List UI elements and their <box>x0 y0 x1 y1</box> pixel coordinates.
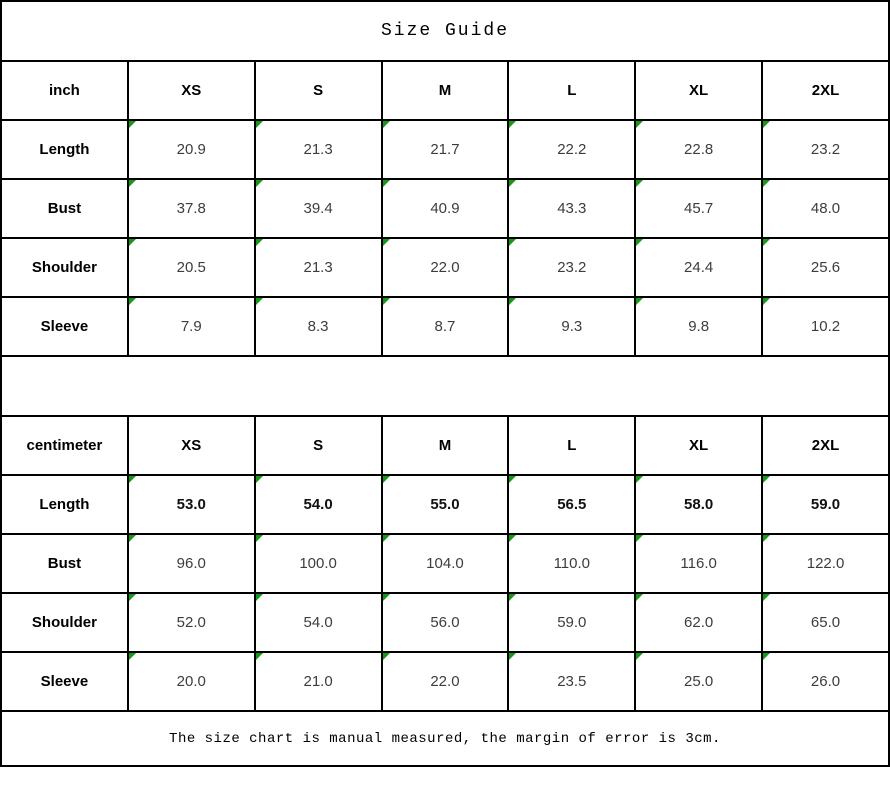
size-cell <box>128 238 255 297</box>
size-cell <box>508 475 635 534</box>
col-header-l: L <box>508 416 635 475</box>
col-header-xl: XL <box>635 416 762 475</box>
size-cell <box>128 297 255 356</box>
size-cell <box>762 652 889 711</box>
size-cell <box>255 593 382 652</box>
corner-flag-icon <box>509 298 516 305</box>
corner-flag-icon <box>509 594 516 601</box>
title-row <box>1 1 889 61</box>
corner-flag-icon <box>763 239 770 246</box>
corner-flag-icon <box>129 180 136 187</box>
col-header-xl: XL <box>635 61 762 120</box>
cell-value: 37.8 <box>176 200 206 217</box>
corner-flag-icon <box>256 535 263 542</box>
cm-header-row <box>1 416 889 475</box>
row-label-length: Length <box>1 475 128 534</box>
cell-value: 59.0 <box>557 614 587 631</box>
spacer-cell <box>1 356 889 416</box>
cell-value: 116.0 <box>680 555 717 572</box>
size-cell <box>635 475 762 534</box>
corner-flag-icon <box>129 121 136 128</box>
col-header-s: S <box>255 416 382 475</box>
corner-flag-icon <box>509 653 516 660</box>
corner-flag-icon <box>509 121 516 128</box>
cell-value: 40.9 <box>430 200 460 217</box>
corner-flag-icon <box>636 298 643 305</box>
cell-value: 21.7 <box>430 141 460 158</box>
cell-value: 9.3 <box>561 318 583 335</box>
cell-value: 21.3 <box>303 141 333 158</box>
size-cell <box>635 593 762 652</box>
size-cell <box>128 475 255 534</box>
size-cell <box>762 179 889 238</box>
col-header-l: L <box>508 61 635 120</box>
corner-flag-icon <box>763 535 770 542</box>
inch-bust-row <box>1 179 889 238</box>
cell-value: 10.2 <box>810 318 841 335</box>
corner-flag-icon <box>383 121 390 128</box>
size-cell <box>255 475 382 534</box>
cell-value: 45.7 <box>684 200 714 217</box>
col-header-xs: XS <box>128 416 255 475</box>
size-cell <box>128 534 255 593</box>
cell-value: 48.0 <box>810 200 841 217</box>
corner-flag-icon <box>636 121 643 128</box>
corner-flag-icon <box>636 535 643 542</box>
size-cell <box>382 297 509 356</box>
size-cell <box>382 652 509 711</box>
size-cell <box>762 534 889 593</box>
corner-flag-icon <box>636 594 643 601</box>
corner-flag-icon <box>509 180 516 187</box>
cell-value: 8.3 <box>307 318 329 335</box>
cell-value: 65.0 <box>810 614 841 631</box>
size-cell <box>382 120 509 179</box>
size-cell <box>128 652 255 711</box>
cell-value: 25.0 <box>684 673 714 690</box>
cell-value: 110.0 <box>553 555 591 572</box>
cm-shoulder-row <box>1 593 889 652</box>
spacer-row <box>1 356 889 416</box>
cell-value: 96.0 <box>176 555 206 572</box>
corner-flag-icon <box>763 594 770 601</box>
corner-flag-icon <box>129 653 136 660</box>
row-label-shoulder: Shoulder <box>1 238 128 297</box>
cell-value: 22.0 <box>430 673 460 690</box>
cell-value: 52.0 <box>176 614 206 631</box>
inch-header-row <box>1 61 889 120</box>
size-cell <box>635 297 762 356</box>
cm-length-row <box>1 475 889 534</box>
size-cell <box>762 120 889 179</box>
size-cell <box>382 593 509 652</box>
corner-flag-icon <box>256 476 263 483</box>
cell-value: 26.0 <box>810 673 841 690</box>
cell-value: 22.8 <box>684 141 714 158</box>
cell-value: 43.3 <box>557 200 587 217</box>
cell-value: 20.9 <box>176 141 206 158</box>
size-cell <box>382 179 509 238</box>
cm-sleeve-row <box>1 652 889 711</box>
size-cell <box>382 534 509 593</box>
corner-flag-icon <box>129 535 136 542</box>
footer-note: The size chart is manual measured, the margin of error is 3cm. <box>1 711 889 766</box>
cell-value: 59.0 <box>810 496 841 513</box>
size-cell <box>508 652 635 711</box>
corner-flag-icon <box>763 298 770 305</box>
size-cell <box>508 238 635 297</box>
cell-value: 21.0 <box>303 673 333 690</box>
cell-value: 122.0 <box>806 555 845 572</box>
corner-flag-icon <box>763 180 770 187</box>
cell-value: 24.4 <box>684 259 714 276</box>
size-cell <box>255 238 382 297</box>
size-cell <box>255 297 382 356</box>
footer-row <box>1 711 889 766</box>
cell-value: 23.2 <box>810 141 841 158</box>
corner-flag-icon <box>636 180 643 187</box>
inch-shoulder-row <box>1 238 889 297</box>
size-cell <box>762 238 889 297</box>
corner-flag-icon <box>383 180 390 187</box>
row-label-length: Length <box>1 120 128 179</box>
corner-flag-icon <box>509 535 516 542</box>
col-header-m: M <box>382 61 509 120</box>
corner-flag-icon <box>383 594 390 601</box>
size-cell <box>635 238 762 297</box>
inch-length-row <box>1 120 889 179</box>
corner-flag-icon <box>256 298 263 305</box>
corner-flag-icon <box>509 476 516 483</box>
col-header-m: M <box>382 416 509 475</box>
corner-flag-icon <box>383 476 390 483</box>
size-cell <box>635 120 762 179</box>
cell-value: 56.0 <box>430 614 460 631</box>
corner-flag-icon <box>129 594 136 601</box>
cell-value: 20.0 <box>176 673 206 690</box>
corner-flag-icon <box>763 476 770 483</box>
size-cell <box>508 534 635 593</box>
corner-flag-icon <box>763 653 770 660</box>
corner-flag-icon <box>636 653 643 660</box>
row-label-bust: Bust <box>1 179 128 238</box>
cm-bust-row <box>1 534 889 593</box>
size-cell <box>382 238 509 297</box>
corner-flag-icon <box>256 180 263 187</box>
col-header-2xl: 2XL <box>762 61 889 120</box>
corner-flag-icon <box>763 121 770 128</box>
col-header-2xl: 2XL <box>762 416 889 475</box>
corner-flag-icon <box>383 298 390 305</box>
size-cell <box>255 120 382 179</box>
unit-label-inch: inch <box>1 61 128 120</box>
unit-label-centimeter: centimeter <box>1 416 128 475</box>
size-cell <box>762 593 889 652</box>
size-cell <box>255 179 382 238</box>
size-cell <box>255 652 382 711</box>
cell-value: 8.7 <box>434 318 456 335</box>
cell-value: 25.6 <box>810 259 841 276</box>
row-label-bust: Bust <box>1 534 128 593</box>
size-cell <box>635 534 762 593</box>
corner-flag-icon <box>129 239 136 246</box>
size-cell <box>128 120 255 179</box>
size-cell <box>762 297 889 356</box>
cell-value: 104.0 <box>426 555 464 572</box>
size-cell <box>128 179 255 238</box>
size-cell <box>508 297 635 356</box>
cell-value: 53.0 <box>176 496 206 513</box>
row-label-sleeve: Sleeve <box>1 297 128 356</box>
size-cell <box>762 475 889 534</box>
size-cell <box>635 652 762 711</box>
corner-flag-icon <box>256 121 263 128</box>
cell-value: 22.2 <box>557 141 587 158</box>
inch-sleeve-row <box>1 297 889 356</box>
size-cell <box>508 593 635 652</box>
size-cell <box>508 179 635 238</box>
cell-value: 54.0 <box>303 614 333 631</box>
cell-value: 56.5 <box>557 496 587 513</box>
cell-value: 55.0 <box>430 496 460 513</box>
row-label-shoulder: Shoulder <box>1 593 128 652</box>
col-header-s: S <box>255 61 382 120</box>
corner-flag-icon <box>383 653 390 660</box>
cell-value: 22.0 <box>430 259 460 276</box>
cell-value: 23.5 <box>557 673 587 690</box>
cell-value: 39.4 <box>303 200 333 217</box>
corner-flag-icon <box>129 476 136 483</box>
corner-flag-icon <box>383 239 390 246</box>
col-header-xs: XS <box>128 61 255 120</box>
corner-flag-icon <box>256 653 263 660</box>
size-cell <box>255 534 382 593</box>
cell-value: 20.5 <box>176 259 206 276</box>
corner-flag-icon <box>509 239 516 246</box>
cell-value: 58.0 <box>684 496 714 513</box>
size-cell <box>508 120 635 179</box>
row-label-sleeve: Sleeve <box>1 652 128 711</box>
corner-flag-icon <box>256 594 263 601</box>
page-title: Size Guide <box>1 1 889 61</box>
cell-value: 7.9 <box>180 318 202 335</box>
cell-value: 21.3 <box>303 259 333 276</box>
cell-value: 54.0 <box>303 496 333 513</box>
cell-value: 100.0 <box>299 555 337 572</box>
size-cell <box>635 179 762 238</box>
size-cell <box>382 475 509 534</box>
corner-flag-icon <box>636 476 643 483</box>
size-cell <box>128 593 255 652</box>
corner-flag-icon <box>129 298 136 305</box>
corner-flag-icon <box>636 239 643 246</box>
corner-flag-icon <box>383 535 390 542</box>
cell-value: 23.2 <box>557 259 587 276</box>
corner-flag-icon <box>256 239 263 246</box>
cell-value: 9.8 <box>688 318 710 335</box>
cell-value: 62.0 <box>684 614 714 631</box>
